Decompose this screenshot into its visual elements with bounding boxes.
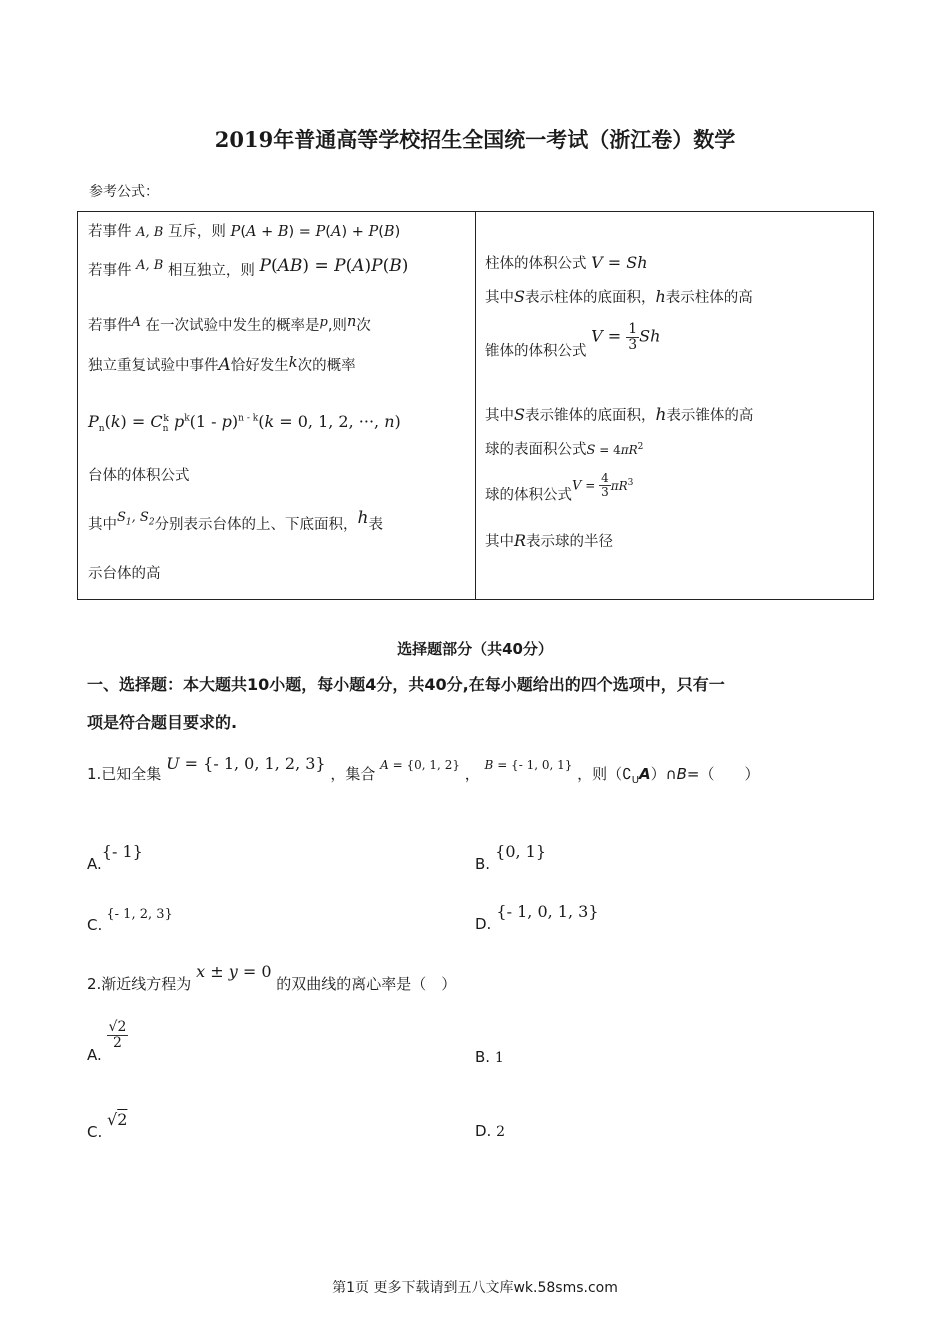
- formula-frustum-desc: 其中$S_1$, $S_2$分别表示台体的上、下底面积，h表: [88, 508, 383, 533]
- question-1: 1.已知全集 U = {- 1, 0, 1, 2, 3} ，集合 A = {0, 1, 2} ， B = {- 1, 0, 1} ，则$(∁_UA)\cap B=$（ ）: [87, 754, 760, 786]
- formula-table: [77, 211, 874, 600]
- formula-sphere-area: 球的表面积公式$S = 4\pi R^2$: [485, 442, 644, 458]
- formula-frustum-label: 台体的体积公式: [88, 468, 190, 484]
- q1-option-c[interactable]: C. {- 1, 2, 3}: [87, 907, 173, 934]
- q2-option-b[interactable]: B. 1: [475, 1048, 504, 1066]
- formula-bernoulli-intro: 独立重复试验中事件A恰好发生k次的概率: [88, 355, 356, 375]
- document-title: 2019年普通高等学校招生全国统一考试（浙江卷）数学: [214, 127, 736, 152]
- formula-pyramid-desc: 其中S表示锥体的底面积，h表示锥体的高: [485, 405, 754, 425]
- formula-prism: 柱体的体积公式 V = Sh: [485, 253, 648, 272]
- q1-option-d[interactable]: D. {- 1, 0, 1, 3}: [475, 902, 599, 933]
- formula-probability-intro: 若事件A 在一次试验中发生的概率是p,则n次: [88, 314, 371, 334]
- q2-option-d[interactable]: D. 2: [475, 1122, 506, 1140]
- q1-option-a[interactable]: A.{- 1}: [87, 842, 143, 873]
- formula-independent: 若事件 A, B 相互独立，则 P(AB) = P(A)P(B): [88, 256, 409, 279]
- formula-pyramid: 锥体的体积公式 V = $\frac{1}{3}$ Sh: [485, 321, 661, 360]
- table-divider: [475, 212, 476, 599]
- section-instructions-line2: 项是符合题目要求的.: [87, 713, 238, 732]
- formula-frustum-desc-cont: 示台体的高: [88, 566, 161, 582]
- question-2: 2.渐近线方程为 x ± y = 0 的双曲线的离心率是（ ）: [87, 962, 457, 993]
- q1-option-b[interactable]: B. {0, 1}: [475, 842, 547, 873]
- q2-option-c[interactable]: C. √2: [87, 1110, 128, 1141]
- formula-sphere-desc: 其中R表示球的半径: [485, 531, 614, 550]
- page-footer: 第1页 更多下载请到五八文库wk.58sms.com: [332, 1280, 618, 1296]
- q2-option-a[interactable]: A. $\frac{√2}{2}$: [87, 1019, 127, 1064]
- formula-sphere-volume: 球的体积公式V = $\frac{4}{3}$ $\pi R^3$: [485, 471, 634, 504]
- formula-prism-desc: 其中S表示柱体的底面积，h表示柱体的高: [485, 287, 753, 306]
- section-instructions-line1: 一、选择题：本大题共10小题，每小题4分，共40分,在每小题给出的四个选项中，只有一: [87, 675, 725, 694]
- section-title: 选择题部分（共40分）: [397, 640, 553, 658]
- formula-mutually-exclusive: 若事件 A, B 互斥，则 P(A + B) = P(A) + P(B): [88, 224, 401, 240]
- reference-formulas-label: 参考公式：: [89, 184, 159, 200]
- formula-bernoulli: $P_n(k) = C_n^k$ $p^k(1 - p)^{n - k}(k = 0$, 1, 2, ···, n): [88, 412, 401, 435]
